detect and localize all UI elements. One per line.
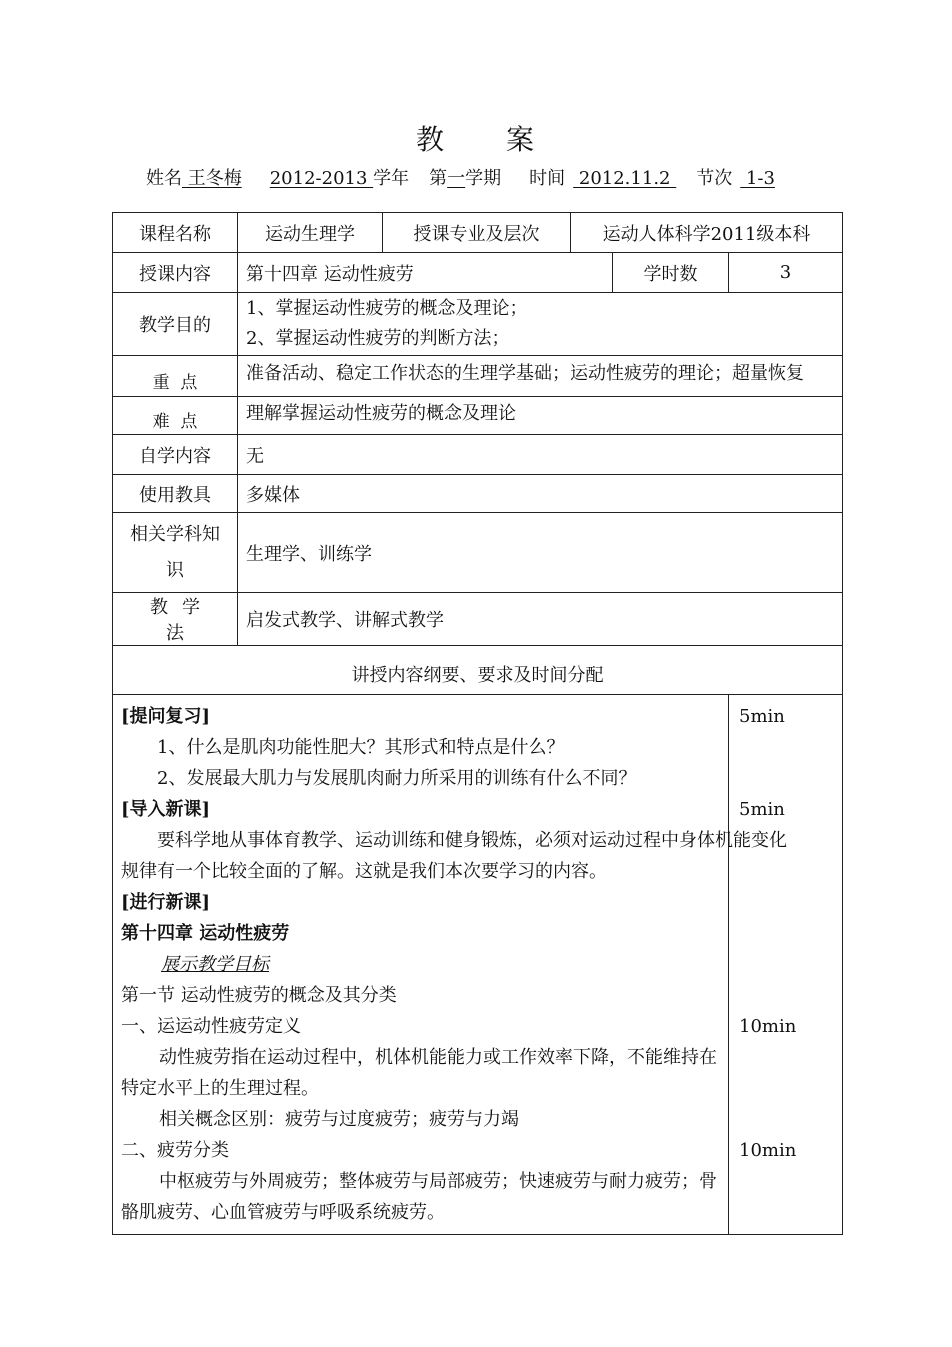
session-value: 1-3 bbox=[740, 168, 775, 189]
term-number: 一 bbox=[447, 168, 466, 189]
time-review: 5min bbox=[739, 706, 785, 727]
related-label-line-1: 相关学科知 bbox=[130, 523, 220, 545]
session-label: 节次 bbox=[696, 168, 733, 189]
time-classification: 10min bbox=[739, 1140, 797, 1161]
classification-line-1: 中枢疲劳与外周疲劳；整体疲劳与局部疲劳；快速疲劳与耐力疲劳；骨 bbox=[159, 1171, 717, 1192]
row-outline-body bbox=[113, 695, 843, 1235]
classification-heading: 二、疲劳分类 bbox=[121, 1140, 229, 1161]
row-content bbox=[113, 253, 843, 293]
intro-paragraph-line-1: 要科学地从事体育教学、运动训练和健身锻炼，必须对运动过程中身体机能变化 bbox=[157, 830, 787, 851]
definition-line-1: 动性疲劳指在运动过程中，机体机能能力或工作效率下降，不能维持在 bbox=[159, 1047, 717, 1068]
name-label: 姓名 bbox=[146, 168, 182, 189]
row-method bbox=[113, 593, 843, 646]
row-self-study bbox=[113, 435, 843, 475]
time-definition: 10min bbox=[739, 1016, 797, 1037]
hours-value: 3 bbox=[729, 253, 843, 293]
key-label: 重 点 bbox=[113, 356, 238, 397]
intro-paragraph-line-2: 规律有一个比较全面的了解。这就是我们本次要学习的内容。 bbox=[121, 861, 607, 882]
show-goals: 展示教学目标 bbox=[161, 954, 269, 975]
hours-label: 学时数 bbox=[613, 253, 729, 293]
header-meta bbox=[146, 164, 775, 190]
year-suffix: 学年 bbox=[373, 168, 410, 189]
difficulty-value: 理解掌握运动性疲劳的概念及理论 bbox=[238, 397, 843, 435]
row-outline-header bbox=[113, 646, 843, 695]
term-suffix: 学期 bbox=[465, 168, 502, 189]
content-label: 授课内容 bbox=[113, 253, 238, 293]
time-allocation bbox=[729, 695, 843, 1235]
outline-header: 讲授内容纲要、要求及时间分配 bbox=[113, 646, 843, 695]
related-concepts: 相关概念区别：疲劳与过度疲劳；疲劳与力竭 bbox=[159, 1109, 519, 1130]
review-question-1: 1、什么是肌肉功能性肥大？其形式和特点是什么？ bbox=[157, 737, 565, 758]
row-key bbox=[113, 356, 843, 397]
time-intro: 5min bbox=[739, 799, 785, 820]
definition-heading: 一、运运动性疲劳定义 bbox=[121, 1016, 301, 1037]
major-value: 运动人体科学2011级本科 bbox=[571, 213, 843, 253]
title-char-2: 案 bbox=[506, 123, 537, 156]
goal-label: 教学目的 bbox=[113, 293, 238, 356]
row-tools bbox=[113, 475, 843, 513]
teacher-name: 王冬梅 bbox=[182, 168, 242, 189]
lesson-date: 2012.11.2 bbox=[573, 168, 677, 189]
term-prefix: 第 bbox=[429, 168, 448, 189]
content-value: 第十四章 运动性疲劳 bbox=[238, 253, 613, 293]
tools-label: 使用教具 bbox=[113, 475, 238, 513]
goal-item-1: 1、掌握运动性疲劳的概念及理论； bbox=[246, 298, 528, 319]
chapter-heading: 第十四章 运动性疲劳 bbox=[121, 923, 290, 944]
classification-line-2: 骼肌疲劳、心血管疲劳与呼吸系统疲劳。 bbox=[121, 1202, 445, 1223]
row-goal bbox=[113, 293, 843, 356]
new-lesson-heading: [进行新课] bbox=[121, 892, 211, 913]
row-difficulty bbox=[113, 397, 843, 435]
course-value: 运动生理学 bbox=[238, 213, 383, 253]
course-label: 课程名称 bbox=[113, 213, 238, 253]
title-char-1: 教 bbox=[415, 123, 446, 156]
review-heading: [提问复习] bbox=[121, 706, 211, 727]
tools-value: 多媒体 bbox=[238, 475, 843, 513]
method-value: 启发式教学、讲解式教学 bbox=[238, 593, 843, 646]
review-question-2: 2、发展最大肌力与发展肌肉耐力所采用的训练有什么不同？ bbox=[157, 768, 637, 789]
time-label: 时间 bbox=[529, 168, 566, 189]
self-study-label: 自学内容 bbox=[113, 435, 238, 475]
difficulty-label: 难 点 bbox=[113, 397, 238, 435]
goal-item-2: 2、掌握运动性疲劳的判断方法； bbox=[246, 328, 510, 349]
section-1-heading: 第一节 运动性疲劳的概念及其分类 bbox=[121, 985, 397, 1006]
document-title bbox=[0, 118, 952, 158]
major-label: 授课专业及层次 bbox=[383, 213, 571, 253]
intro-heading: [导入新课] bbox=[121, 799, 211, 820]
definition-line-2: 特定水平上的生理过程。 bbox=[121, 1078, 319, 1099]
related-label-line-2: 识 bbox=[166, 559, 184, 581]
self-study-value: 无 bbox=[238, 435, 843, 475]
school-year: 2012-2013 bbox=[269, 168, 374, 189]
key-value: 准备活动、稳定工作状态的生理学基础；运动性疲劳的理论；超量恢复 bbox=[238, 356, 843, 397]
method-label: 教学法 bbox=[113, 593, 238, 646]
row-related bbox=[113, 513, 843, 593]
related-value: 生理学、训练学 bbox=[238, 513, 843, 593]
lesson-plan-table bbox=[112, 212, 843, 1235]
row-course bbox=[113, 213, 843, 253]
